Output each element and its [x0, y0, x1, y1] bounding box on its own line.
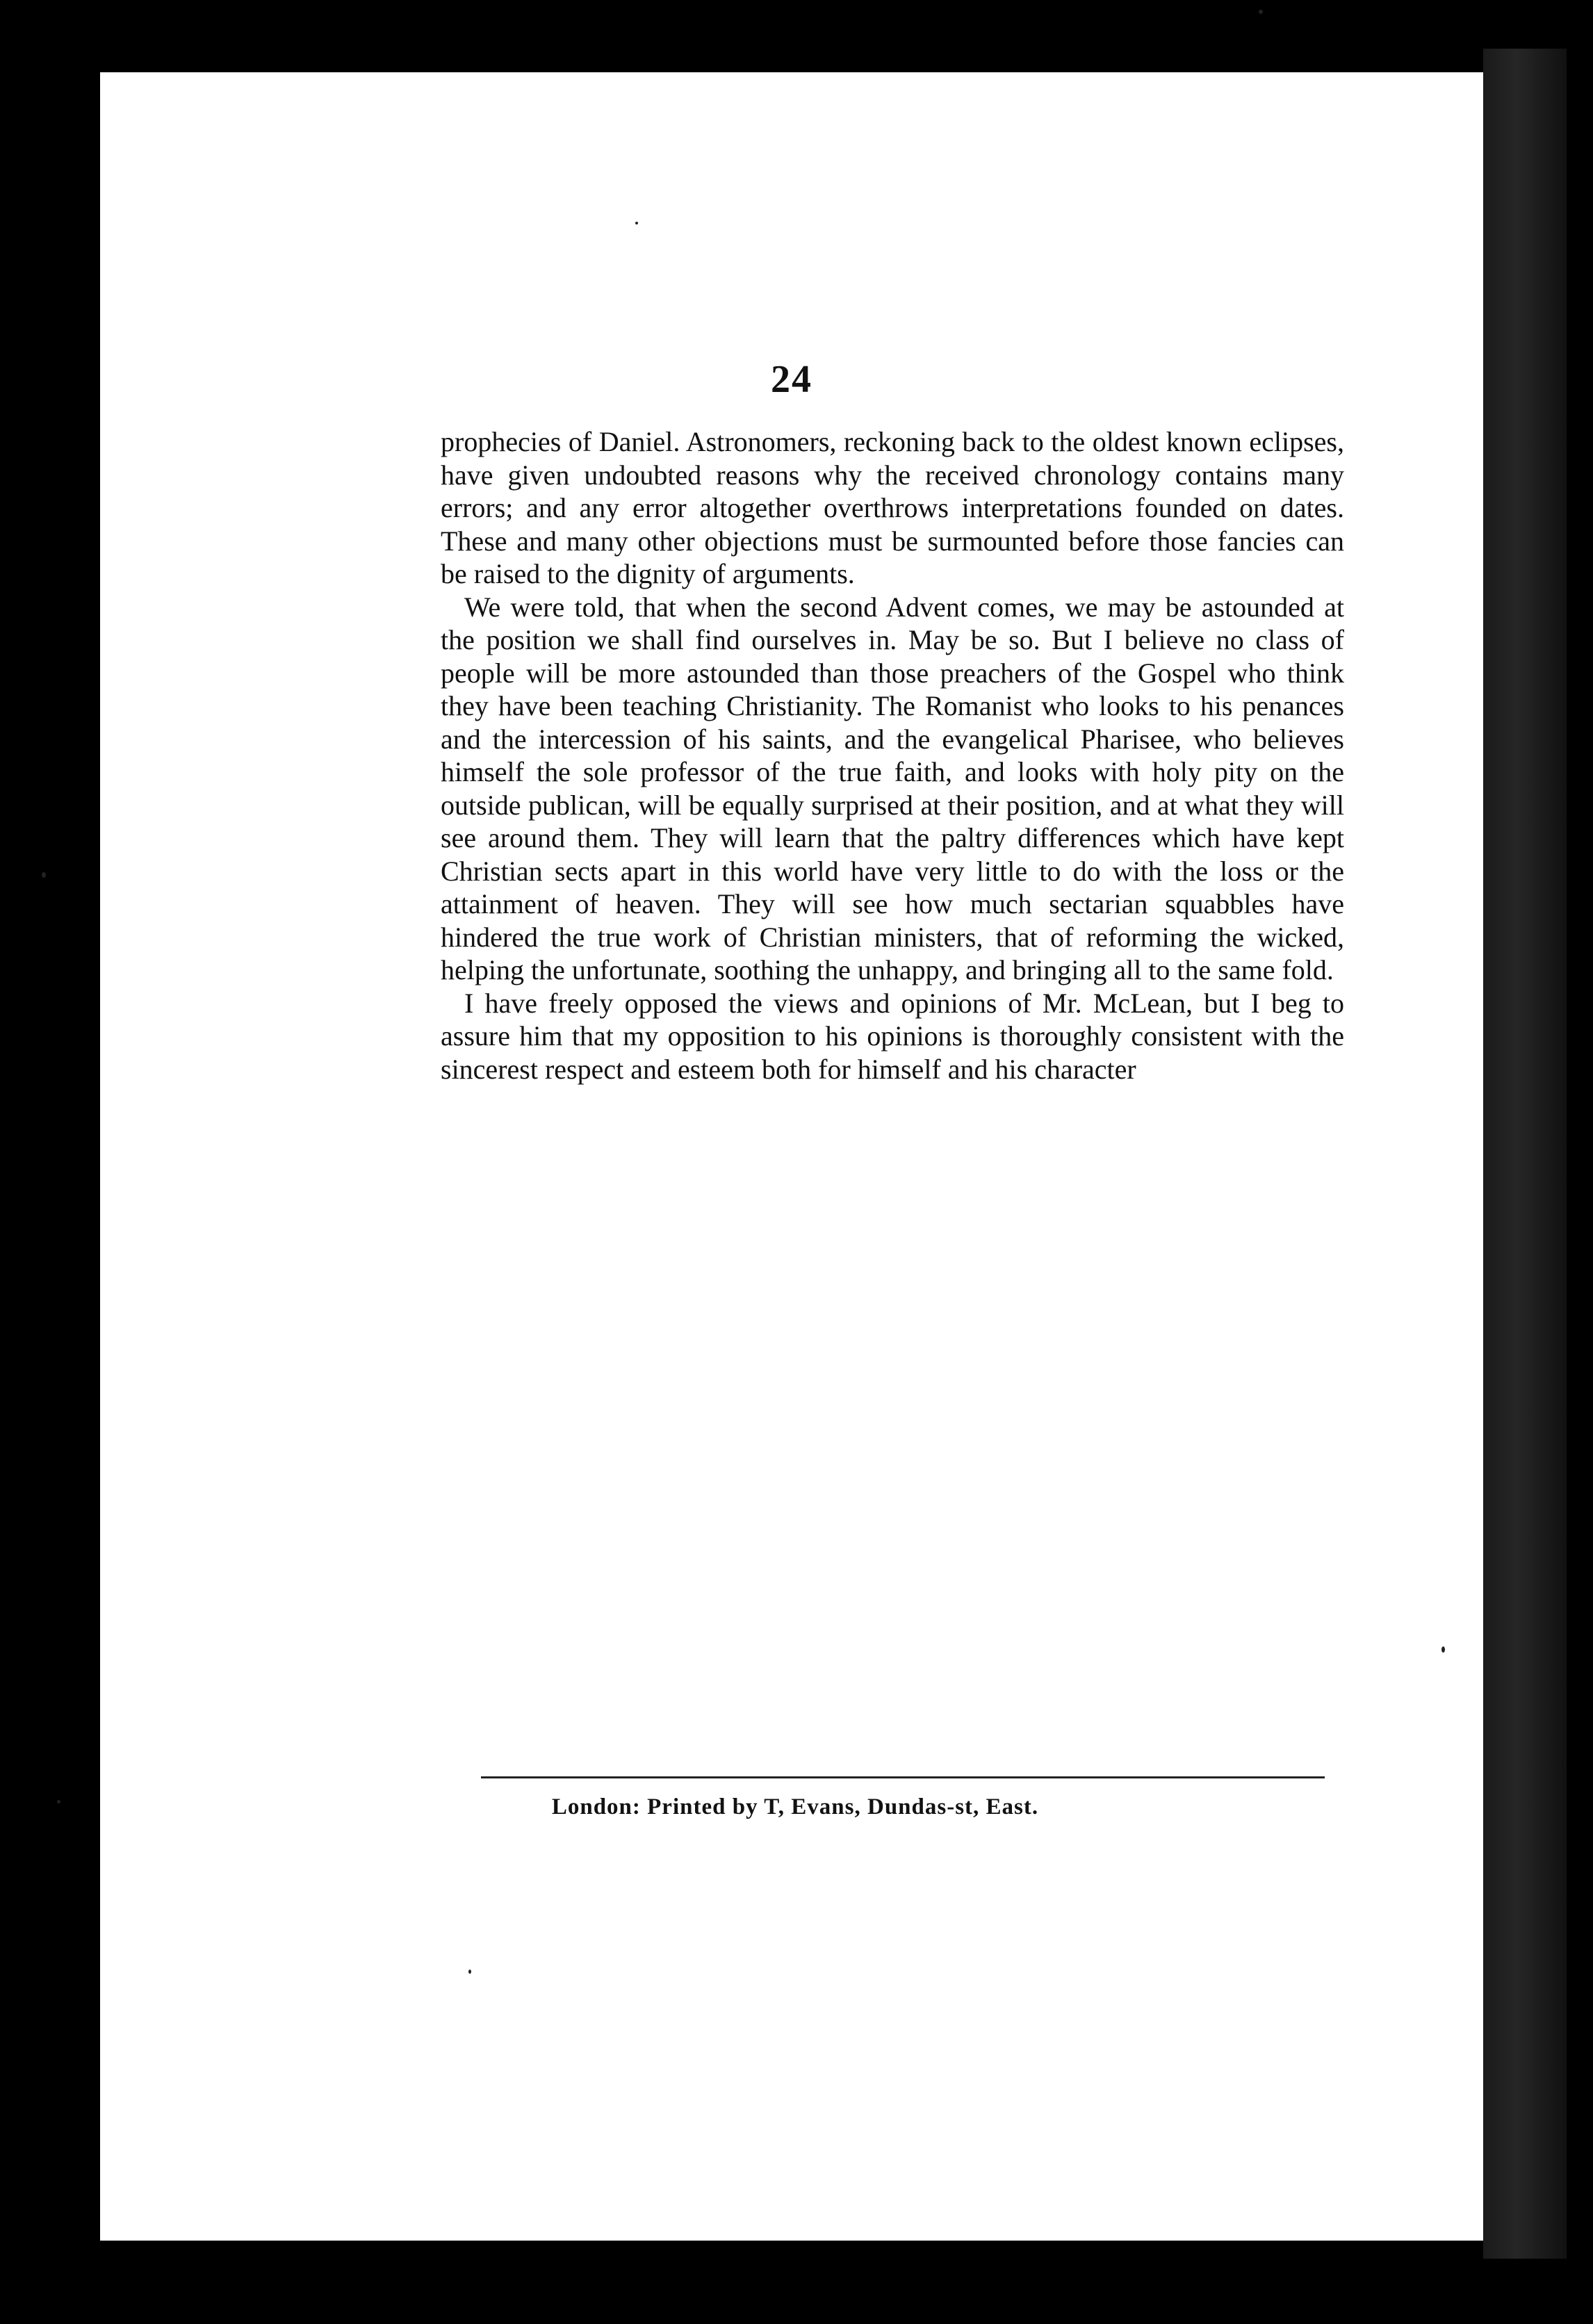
body-text: [441, 425, 1344, 1086]
page-number: 24: [771, 358, 812, 401]
scan-speck: [42, 872, 46, 878]
printer-imprint: London: Printed by T, Evans, Dundas-st, East.: [551, 1794, 1039, 1819]
scan-speck: [1259, 10, 1263, 14]
scan-border-strip: [1483, 49, 1567, 2259]
scan-speck: [1441, 1646, 1445, 1653]
scan-speck: [468, 1970, 471, 1974]
scan-speck: [635, 222, 638, 224]
footer-divider: [481, 1776, 1325, 1778]
document-page: [100, 72, 1483, 2241]
paragraph-3: I have freely opposed the views and opinions of Mr. McLean, but I beg to assure him that my opposition to his opinions is thoroughly consistent with the sincerest respect and esteem both for himself and his character: [441, 987, 1344, 1085]
paragraph-2: We were told, that when the second Advent comes, we may be astounded at the position we shall find ourselves in. May be so. But I believe no class of people will be more astounded than those preachers of the Gospel who think they have been teaching Christianity. The Romanist who looks to his penances and the intercession of his saints, and the evangelical Pharisee, who believes himself the sole professor of the true faith, and looks with holy pity on the outside publican, will be equally surprised at their position, and at what they will see around them. They will learn that the paltry differences which have kept Christian sects apart in this world have very little to do with the loss or the attainment of heaven. They will see how much sectarian squabbles have hindered the true work of Christian ministers, that of reforming the wicked, helping the unfortunate, soothing the unhappy, and bringing all to the same fold.: [441, 591, 1344, 985]
paragraph-1: prophecies of Daniel. Astronomers, reckoning back to the oldest known eclipses, have given undoubted reasons why the received chronology contains many errors; and any error altogether overthrows interpretations founded on dates. These and many other objections must be surmounted before those fancies can be raised to the dignity of arguments.: [441, 426, 1344, 589]
scan-speck: [57, 1800, 60, 1803]
